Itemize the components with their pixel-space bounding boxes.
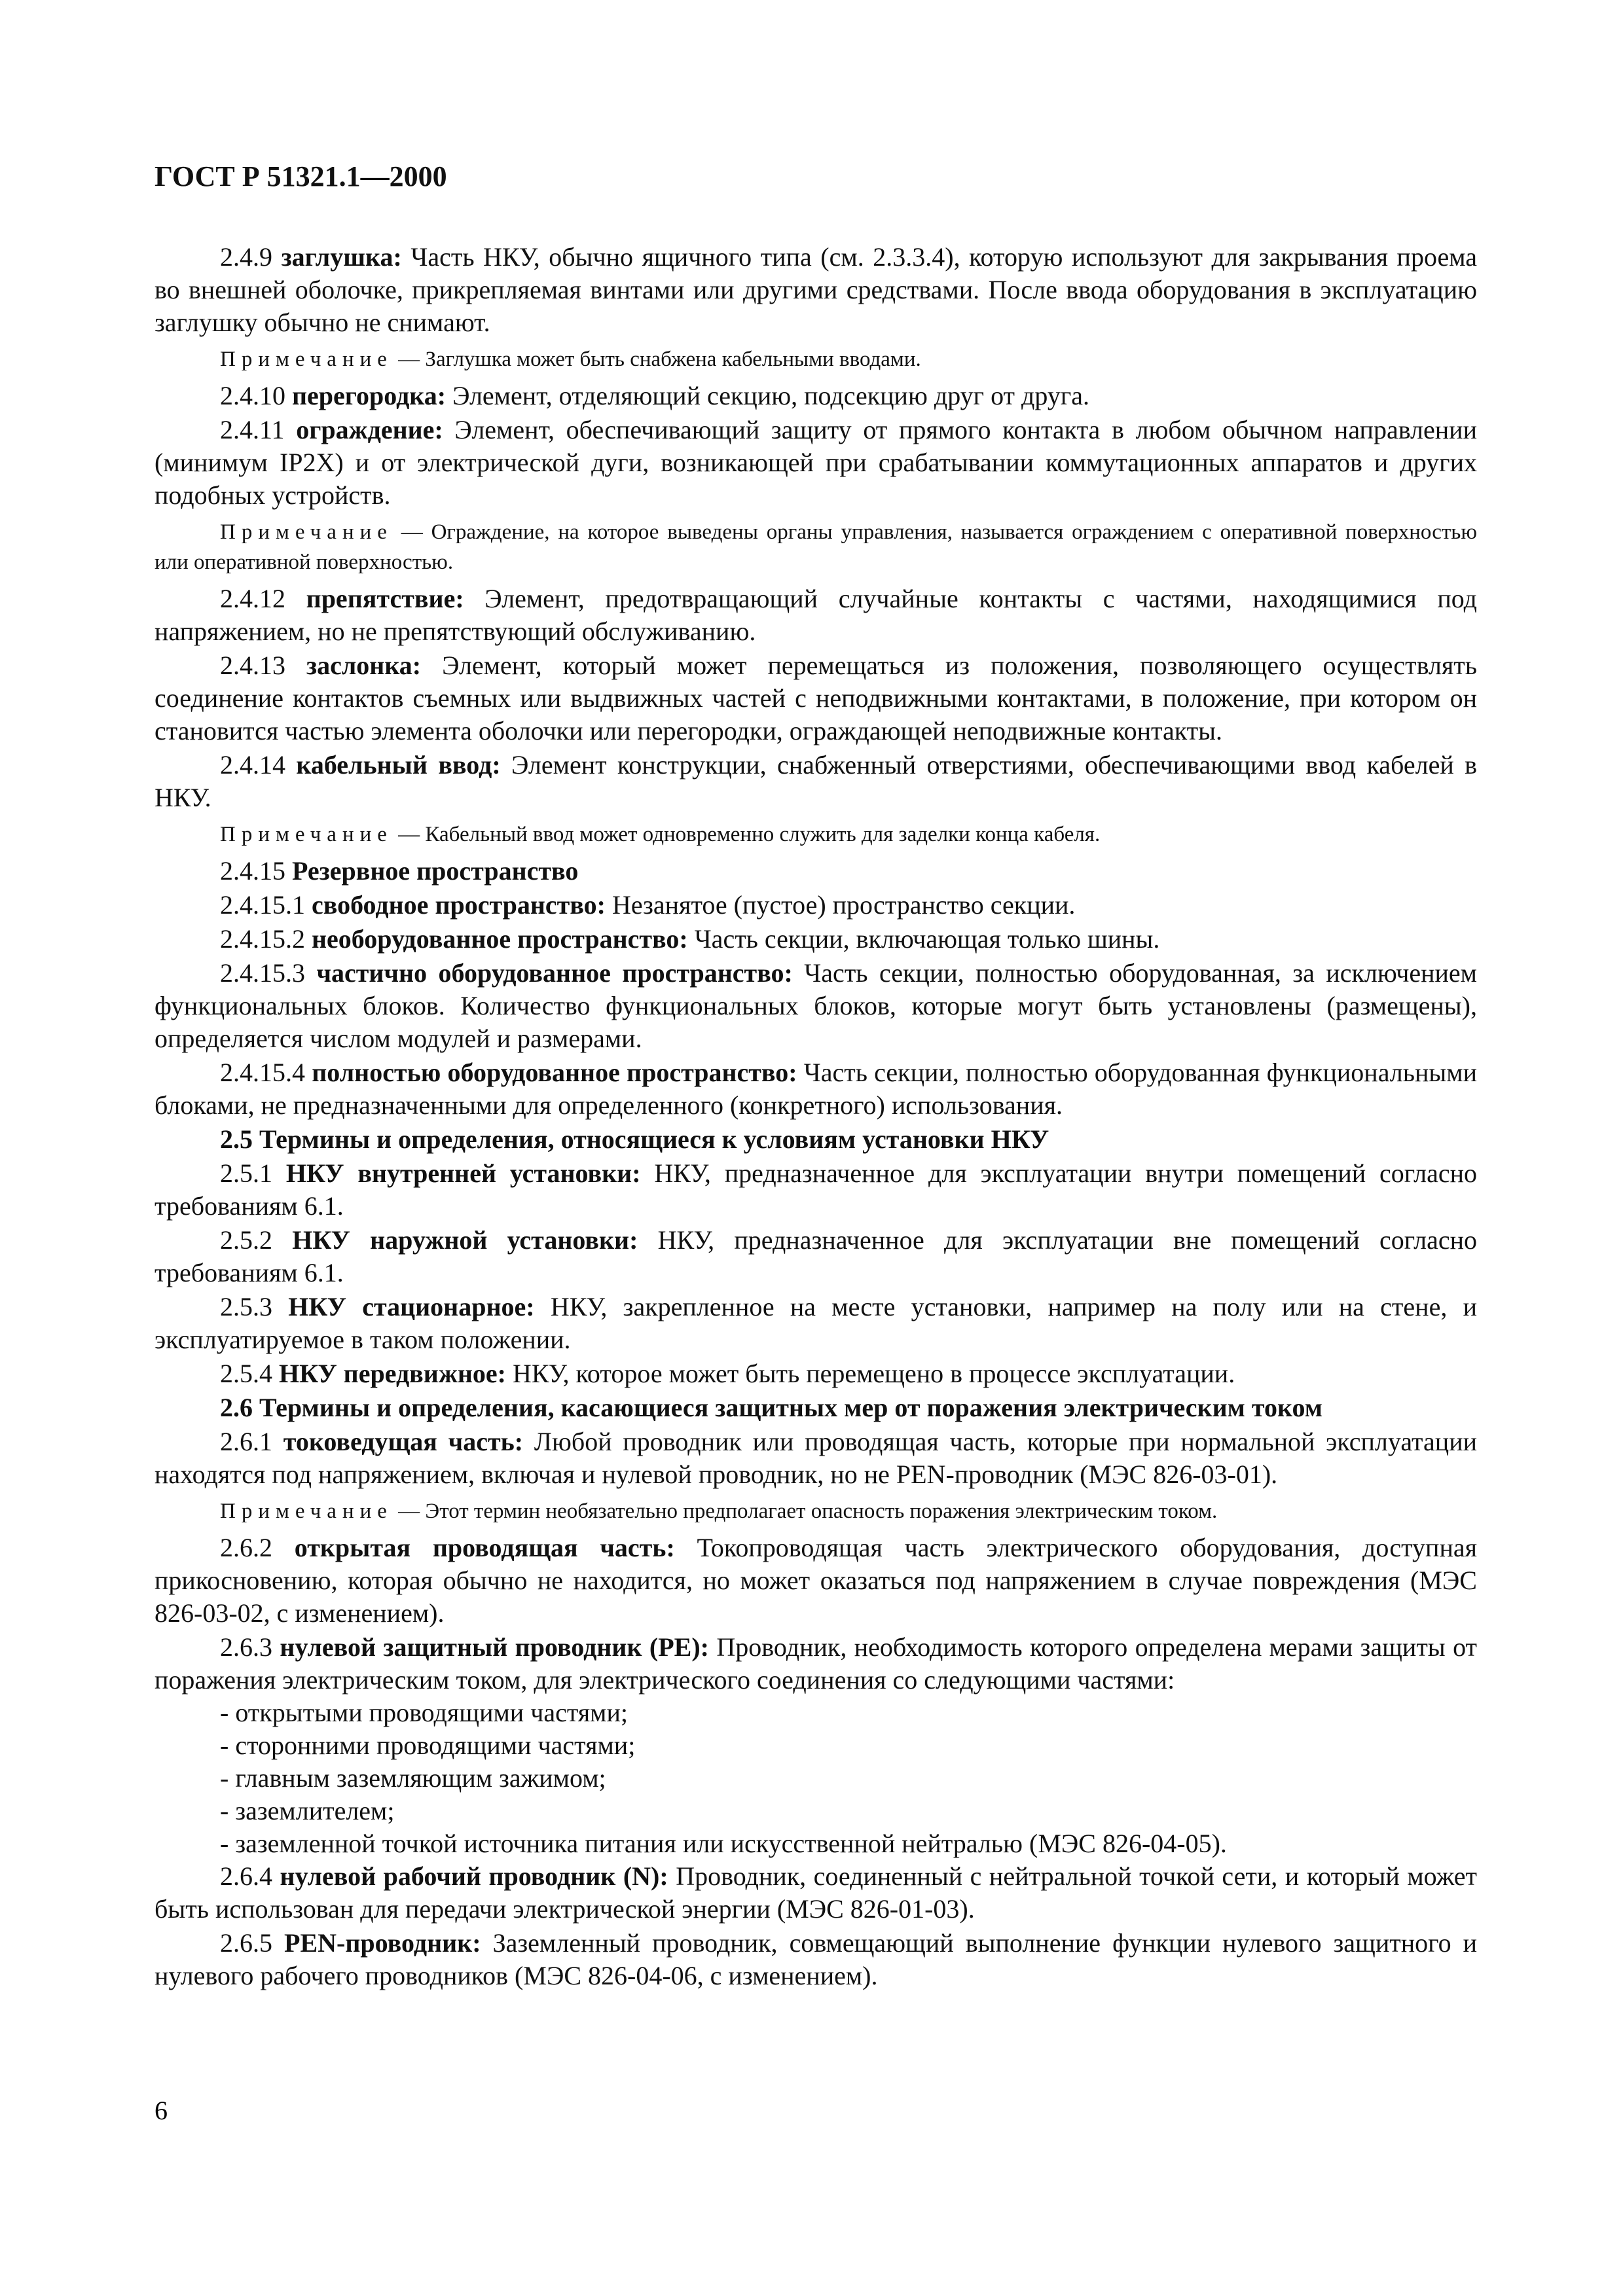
definition: Незанятое (пустое) пространство секции. bbox=[605, 890, 1076, 920]
section-heading-2-5: 2.5 Термины и определения, относящиеся к условиям установки НКУ bbox=[220, 1124, 1049, 1154]
list-item: - открытыми проводящими частями; bbox=[220, 1698, 629, 1727]
paragraph-2-6-4 bbox=[155, 1860, 1477, 1926]
paragraph-2-5-2 bbox=[155, 1224, 1477, 1289]
definition: Заземленный проводник, совмещающий выполнение функции нулевого защитного и нулевого рабочего проводников (МЭС 826-04-06, с изменением). bbox=[155, 1928, 1478, 1990]
term: НКУ стационарное: bbox=[288, 1292, 535, 1321]
clause-number: 2.4.15.3 bbox=[220, 958, 305, 988]
definition: Часть секции, полностью оборудованная функциональными блоками, не предназначенными для определенного (конкретного) использования. bbox=[155, 1058, 1478, 1120]
term: нулевой рабочий проводник (N): bbox=[280, 1861, 668, 1891]
clause-number: 2.5.3 bbox=[220, 1292, 272, 1321]
term: PEN-проводник: bbox=[284, 1928, 481, 1958]
clause-number: 2.6.2 bbox=[220, 1533, 272, 1562]
note-label: Примечание bbox=[220, 1499, 393, 1523]
definition: Токопроводящая часть электрического оборудования, доступная прикосновению, которая обычно не находится, но может оказаться под напряжением в случае повреждения (МЭС 826-03-02, с изменением). bbox=[155, 1533, 1477, 1628]
term: полностью оборудованное пространство: bbox=[312, 1058, 797, 1087]
paragraph-2-6-1 bbox=[155, 1426, 1477, 1491]
clause-number: 2.6.1 bbox=[220, 1427, 272, 1456]
note-2-4-11 bbox=[155, 517, 1477, 577]
section-heading-2-6: 2.6 Термины и определения, касающиеся защитных мер от поражения электрическим током bbox=[220, 1393, 1323, 1422]
paragraph-2-6-2 bbox=[155, 1532, 1477, 1630]
term: нулевой защитный проводник (PE): bbox=[280, 1632, 709, 1662]
definition: Часть НКУ, обычно ящичного типа (см. 2.3.3.4), которую используют для закрывания проема во внешней оболочке, прикрепляемая винтами или другими средствами. После ввода оборудования в эксплуатацию заглушку обычно не снимают. bbox=[155, 242, 1477, 337]
document-header: ГОСТ Р 51321.1—2000 bbox=[155, 160, 447, 192]
term: свободное пространство: bbox=[312, 890, 606, 920]
definition: Элемент, обеспечивающий защиту от прямого контакта в любом обычном направлении (минимум IP2X) и от электрической дуги, возникающей при срабатывании коммутационных аппаратов и других подобных устройств. bbox=[155, 415, 1477, 510]
definition: Часть секции, включающая только шины. bbox=[687, 924, 1160, 954]
paragraph-2-5-4 bbox=[155, 1357, 1477, 1390]
clause-number: 2.4.13 bbox=[220, 651, 285, 680]
paragraph-2-5-3 bbox=[155, 1291, 1477, 1356]
list-item: - заземлителем; bbox=[220, 1796, 395, 1825]
clause-number: 2.4.10 bbox=[220, 381, 285, 410]
term: НКУ наружной установки: bbox=[292, 1225, 638, 1255]
clause-number: 2.4.11 bbox=[220, 415, 285, 444]
definition: Проводник, соединенный с нейтральной точкой сети, и который может быть использован для передачи электрической энергии (МЭС 826-01-03). bbox=[155, 1861, 1478, 1924]
term: Резервное пространство bbox=[292, 856, 579, 886]
note-text: — Заглушка может быть снабжена кабельными вводами. bbox=[398, 348, 921, 371]
paragraph-2-6-3 bbox=[155, 1631, 1477, 1696]
page-number: 6 bbox=[155, 2096, 168, 2125]
document-body bbox=[155, 241, 1477, 1992]
paragraph-2-4-9 bbox=[155, 241, 1477, 339]
definition: Элемент, который может перемещаться из положения, позволяющего осуществлять соединение контактов съемных или выдвижных частей с неподвижными контактами, в положение, при котором он становится частью элемента оболочки или перегородки, ограждающей неподвижные контакты. bbox=[155, 651, 1478, 745]
definition: НКУ, предназначенное для эксплуатации вне помещений согласно требованиям 6.1. bbox=[155, 1225, 1477, 1287]
clause-number: 2.6.3 bbox=[220, 1632, 272, 1662]
paragraph-2-4-15-3 bbox=[155, 957, 1477, 1055]
term: ограждение: bbox=[296, 415, 443, 444]
paragraph-2-4-12 bbox=[155, 583, 1477, 648]
term: перегородка: bbox=[292, 381, 447, 410]
clause-number: 2.5.4 bbox=[220, 1359, 272, 1388]
definition: Часть секции, полностью оборудованная, за исключением функциональных блоков. Количество функциональных блоков, которые могут быть установлены (размещены), определяется числом модулей и размерами. bbox=[155, 958, 1477, 1053]
note-text: — Этот термин необязательно предполагает опасность поражения электрическим током. bbox=[398, 1499, 1218, 1523]
clause-number: 2.4.9 bbox=[220, 242, 272, 272]
definition: Любой проводник или проводящая часть, которые при нормальной эксплуатации находятся под напряжением, включая и нулевой проводник, но не PEN-проводник (МЭС 826-03-01). bbox=[155, 1427, 1477, 1489]
definition: Элемент конструкции, снабженный отверстиями, обеспечивающими ввод кабелей в НКУ. bbox=[155, 750, 1477, 812]
clause-number: 2.4.15.2 bbox=[220, 924, 305, 954]
list-item: - заземленной точкой источника питания или искусственной нейтралью (МЭС 826-04-05). bbox=[220, 1829, 1227, 1858]
term: кабельный ввод: bbox=[296, 750, 501, 780]
note-text: — Ограждение, на которое выведены органы управления, называется ограждением с оперативной поверхностью или оперативной поверхностью. bbox=[155, 520, 1478, 574]
paragraph-2-4-15 bbox=[155, 855, 1477, 888]
list-item: - сторонними проводящими частями; bbox=[220, 1731, 636, 1760]
term: необорудованное пространство: bbox=[312, 924, 688, 954]
clause-number: 2.6.4 bbox=[220, 1861, 272, 1891]
paragraph-2-4-10 bbox=[155, 380, 1477, 412]
definition: Элемент, отделяющий секцию, подсекцию друг от друга. bbox=[446, 381, 1090, 410]
clause-number: 2.6.5 bbox=[220, 1928, 272, 1958]
clause-number: 2.4.15.1 bbox=[220, 890, 305, 920]
clause-number: 2.4.15.4 bbox=[220, 1058, 305, 1087]
note-text: — Кабельный ввод может одновременно служить для заделки конца кабеля. bbox=[398, 823, 1101, 846]
clause-number: 2.5.1 bbox=[220, 1158, 272, 1188]
definition: НКУ, предназначенное для эксплуатации внутри помещений согласно требованиям 6.1. bbox=[155, 1158, 1478, 1221]
definition: НКУ, которое может быть перемещено в процессе эксплуатации. bbox=[505, 1359, 1235, 1388]
paragraph-2-5-1 bbox=[155, 1157, 1477, 1223]
term: НКУ внутренней установки: bbox=[285, 1158, 641, 1188]
term: открытая проводящая часть: bbox=[294, 1533, 675, 1562]
term: препятствие: bbox=[306, 584, 464, 613]
clause-number: 2.4.15 bbox=[220, 856, 285, 886]
note-2-4-9 bbox=[155, 344, 1477, 374]
term: частично оборудованное пространство: bbox=[316, 958, 793, 988]
note-label: Примечание bbox=[220, 520, 393, 544]
clause-number: 2.5.2 bbox=[220, 1225, 272, 1255]
paragraph-2-6-5 bbox=[155, 1927, 1477, 1992]
definition: Проводник, необходимость которого определена мерами защиты от поражения электрическим током, для электрического соединения со следующими частями: bbox=[155, 1632, 1478, 1695]
paragraph-2-4-15-1 bbox=[155, 889, 1477, 922]
term: токоведущая часть: bbox=[283, 1427, 524, 1456]
note-label: Примечание bbox=[220, 348, 393, 371]
paragraph-2-4-15-4 bbox=[155, 1056, 1477, 1122]
list-item: - главным заземляющим зажимом; bbox=[220, 1763, 606, 1793]
definition: НКУ, закрепленное на месте установки, например на полу или на стене, и эксплуатируемое в таком положении. bbox=[155, 1292, 1477, 1354]
paragraph-2-4-14 bbox=[155, 749, 1477, 814]
note-2-4-14 bbox=[155, 819, 1477, 850]
paragraph-2-4-13 bbox=[155, 649, 1477, 747]
clause-number: 2.4.14 bbox=[220, 750, 285, 780]
term: заглушка: bbox=[281, 242, 402, 272]
note-2-6-1 bbox=[155, 1496, 1477, 1526]
term: НКУ передвижное: bbox=[279, 1359, 506, 1388]
clause-number: 2.4.12 bbox=[220, 584, 285, 613]
definition: Элемент, предотвращающий случайные контакты с частями, находящимися под напряжением, но не препятствующий обслуживанию. bbox=[155, 584, 1478, 646]
paragraph-2-4-15-2 bbox=[155, 923, 1477, 956]
document-page bbox=[155, 157, 1477, 1992]
note-label: Примечание bbox=[220, 823, 393, 846]
term: заслонка: bbox=[306, 651, 422, 680]
paragraph-2-4-11 bbox=[155, 414, 1477, 512]
